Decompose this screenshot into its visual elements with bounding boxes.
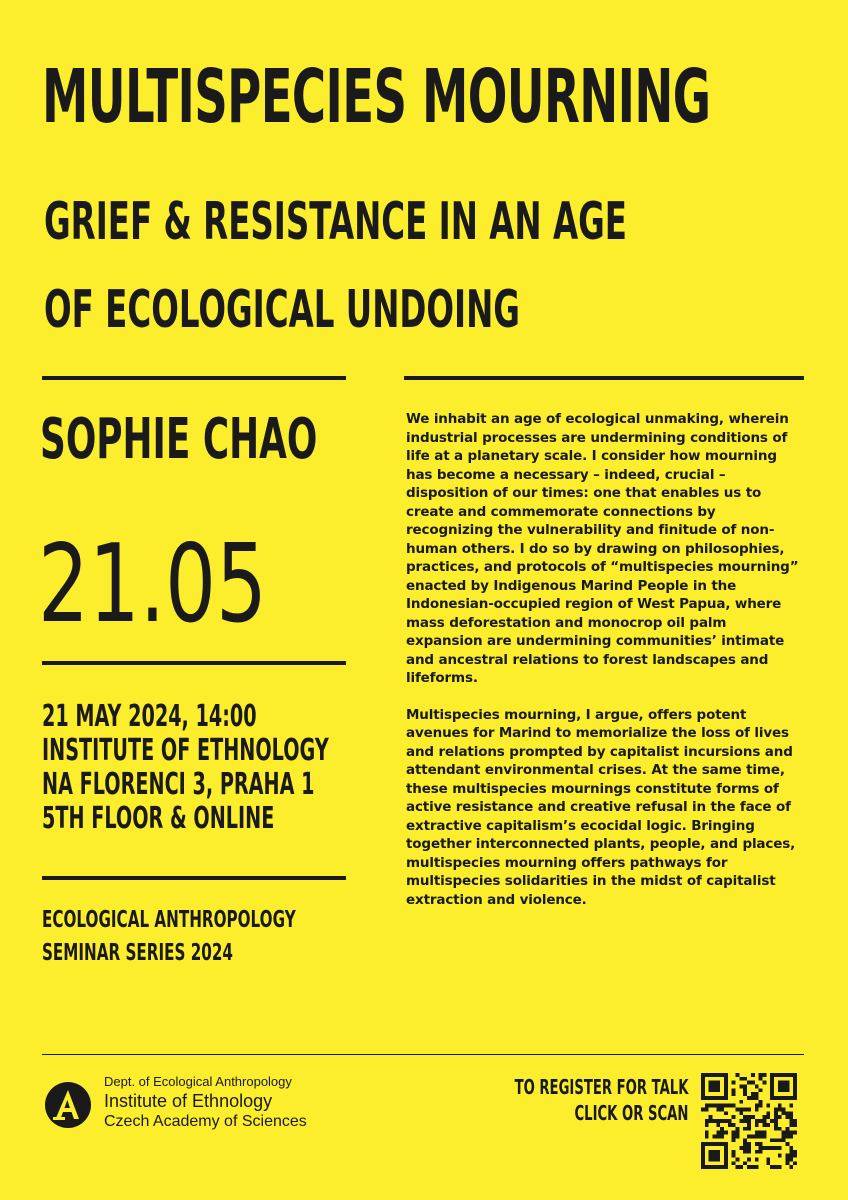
poster-subtitle	[44, 178, 627, 354]
institute-logo-icon	[44, 1081, 92, 1129]
divider-footer	[42, 1054, 804, 1055]
organization-block	[104, 1073, 307, 1132]
event-datetime: 21 MAY 2024, 14:00	[42, 699, 257, 734]
abstract-paragraph-1: We inhabit an age of ecological unmaking, wherein industrial processes are undermining conditions of life at a planetary scale. I consider how mourning has become a necessary – indeed, crucial – disposition of our times: one that enables us to create and commemorate connections by recognizing the vulnerability and finitude of non-human others. I do so by drawing on philosophies, practices, and protocols of “multispecies mourning” enacted by Indigenous Marind People in the Indonesian-occupied region of West Papua, where mass deforestation and monocrop oil palm expansion are undermining communities’ intimate and ancestral relations to forest landscapes and lifeforms.	[406, 411, 799, 686]
subtitle-line-1: GRIEF & RESISTANCE IN AN AGE	[44, 192, 627, 252]
register-prompt[interactable]	[425, 1074, 688, 1126]
abstract-paragraph-2: Multispecies mourning, I argue, offers potent avenues for Marind to memorialize the loss of lives and relations prompted by capitalist incursions and attendant environmental crises. At the same time, these multispecies mournings constitute forms of active resistance and creative refusal in the face of extractive capitalism’s ecocidal logic. Bringing together interconnected plants, people, and places, multispecies mourning offers pathways for multispecies solidarities in the midst of capitalist extraction and violence.	[406, 706, 796, 908]
divider-right-top	[404, 376, 804, 380]
event-venue: INSTITUTE OF ETHNOLOGY	[42, 733, 329, 768]
org-department: Dept. of Ecological Anthropology	[104, 1074, 292, 1089]
org-academy: Czech Academy of Sciences	[104, 1113, 307, 1130]
divider-left-bottom	[42, 876, 346, 880]
seminar-series	[42, 904, 296, 970]
subtitle-line-2: OF ECOLOGICAL UNDOING	[44, 280, 520, 340]
abstract	[406, 410, 806, 927]
poster-title: MULTISPECIES MOURNING	[42, 54, 711, 140]
series-line-2: SEMINAR SERIES 2024	[42, 940, 233, 966]
event-details	[42, 700, 329, 836]
divider-left-middle	[42, 661, 346, 665]
series-line-1: ECOLOGICAL ANTHROPOLOGY	[42, 907, 296, 933]
divider-left-top	[42, 376, 346, 380]
date-short: 21.05	[38, 522, 267, 647]
event-room: 5TH FLOOR & ONLINE	[42, 801, 275, 836]
speaker-name: SOPHIE CHAO	[40, 407, 318, 472]
register-line-1[interactable]: TO REGISTER FOR TALK	[514, 1075, 688, 1099]
event-address: NA FLORENCI 3, PRAHA 1	[42, 767, 315, 802]
register-line-2[interactable]: CLICK OR SCAN	[574, 1101, 688, 1125]
org-institute: Institute of Ethnology	[104, 1091, 273, 1111]
qr-code-icon[interactable]	[701, 1073, 797, 1169]
